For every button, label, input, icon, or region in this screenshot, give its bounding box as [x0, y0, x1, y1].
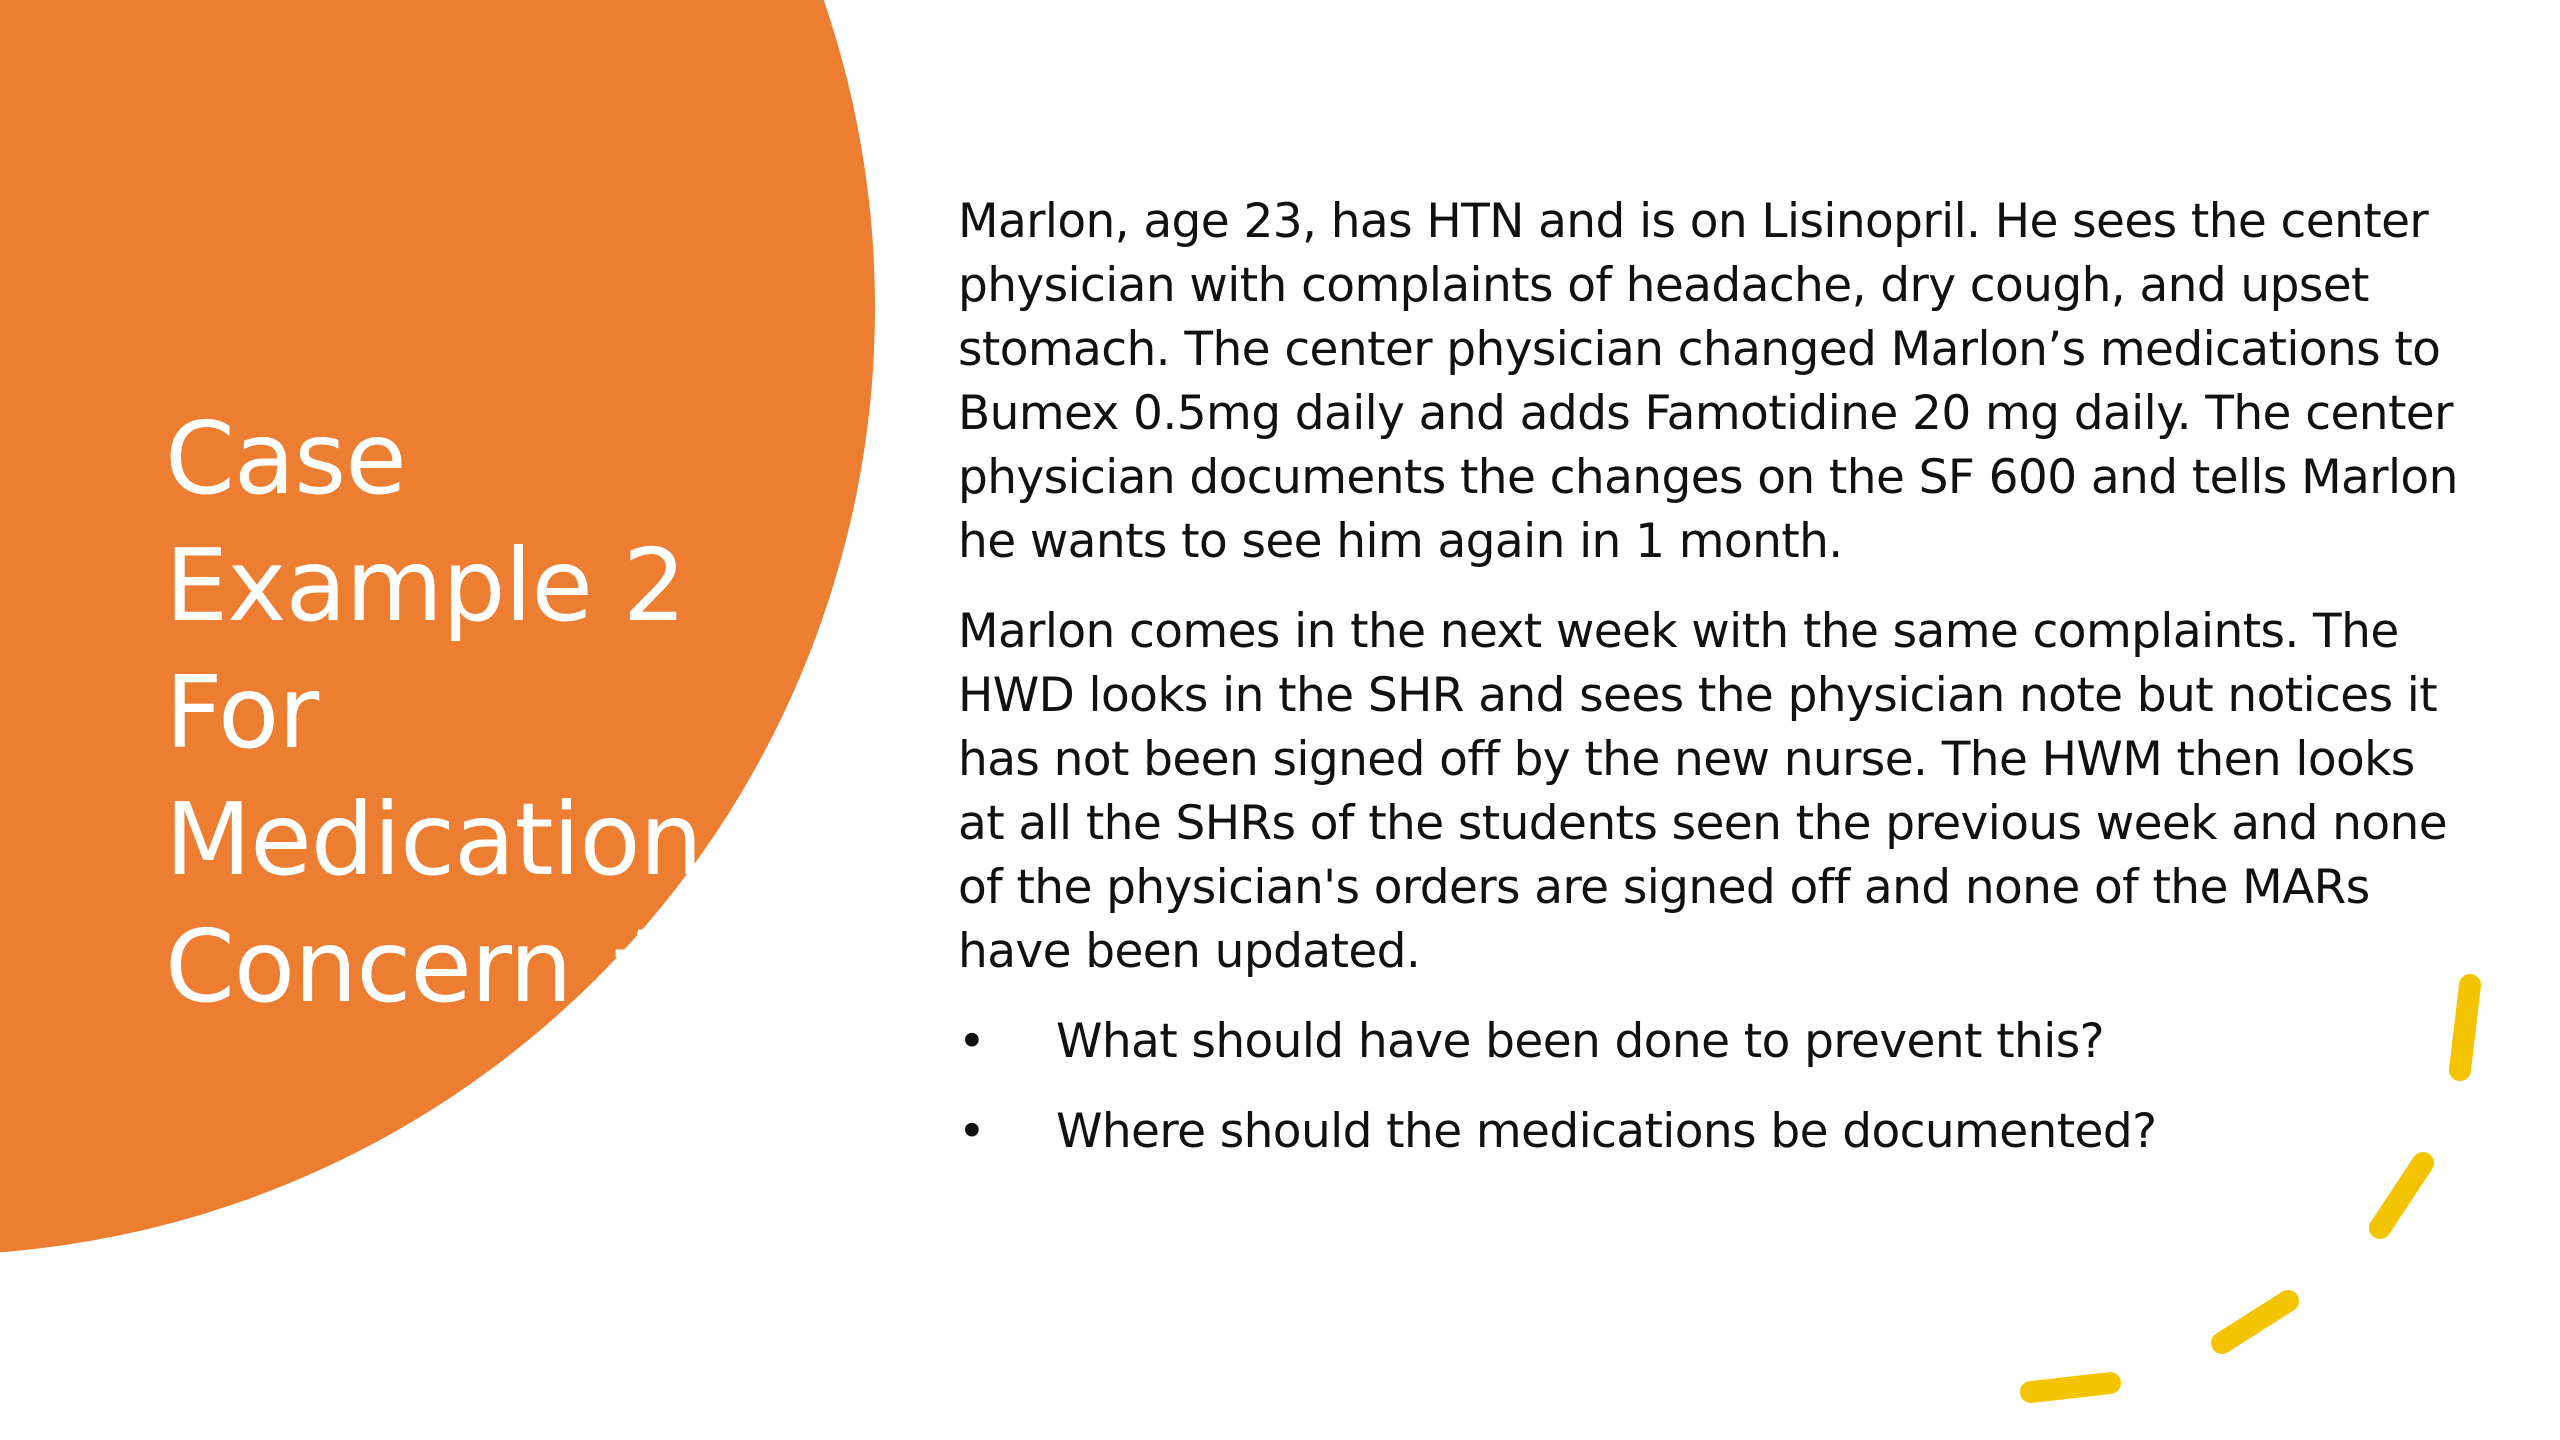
question-text-1: What should have been done to prevent this? [1056, 1014, 2104, 1069]
bullet-icon: • [958, 1014, 986, 1069]
title-line-3: For [165, 654, 319, 771]
case-paragraph-2: Marlon comes in the next week with the same complaints. The HWD looks in the SHR and sees the physician note but notices it has not been signed off by the new nurse. The HWM then looks at all the SHRs of the students seen the previous week and none of the physician's orders are signed off and none of the MARs have been updated. [958, 604, 2448, 979]
dash-segment [2222, 1301, 2288, 1343]
dash-segment [2031, 1383, 2110, 1392]
dash-segment [2460, 985, 2470, 1070]
title-line-1: Case [165, 400, 406, 517]
title-line-2: Example 2 [165, 527, 686, 644]
title-line-5: Concern #7 [165, 908, 748, 1025]
case-paragraph-1: Marlon, age 23, has HTN and is on Lisinopril. He sees the center physician with complaints of headache, dry cough, and upset stomach. The center physician changed Marlon’s medications to Bumex 0.5mg daily and adds Famotidine 20 mg daily. The center physician documents the changes on the SF 600 and tells Marlon he wants to see him again in 1 month. [958, 194, 2458, 569]
question-text-2: Where should the medications be documented? [1056, 1104, 2157, 1159]
bullet-icon: • [958, 1104, 986, 1159]
title-line-4: Medication [165, 781, 702, 898]
dash-segment [2380, 1163, 2423, 1228]
